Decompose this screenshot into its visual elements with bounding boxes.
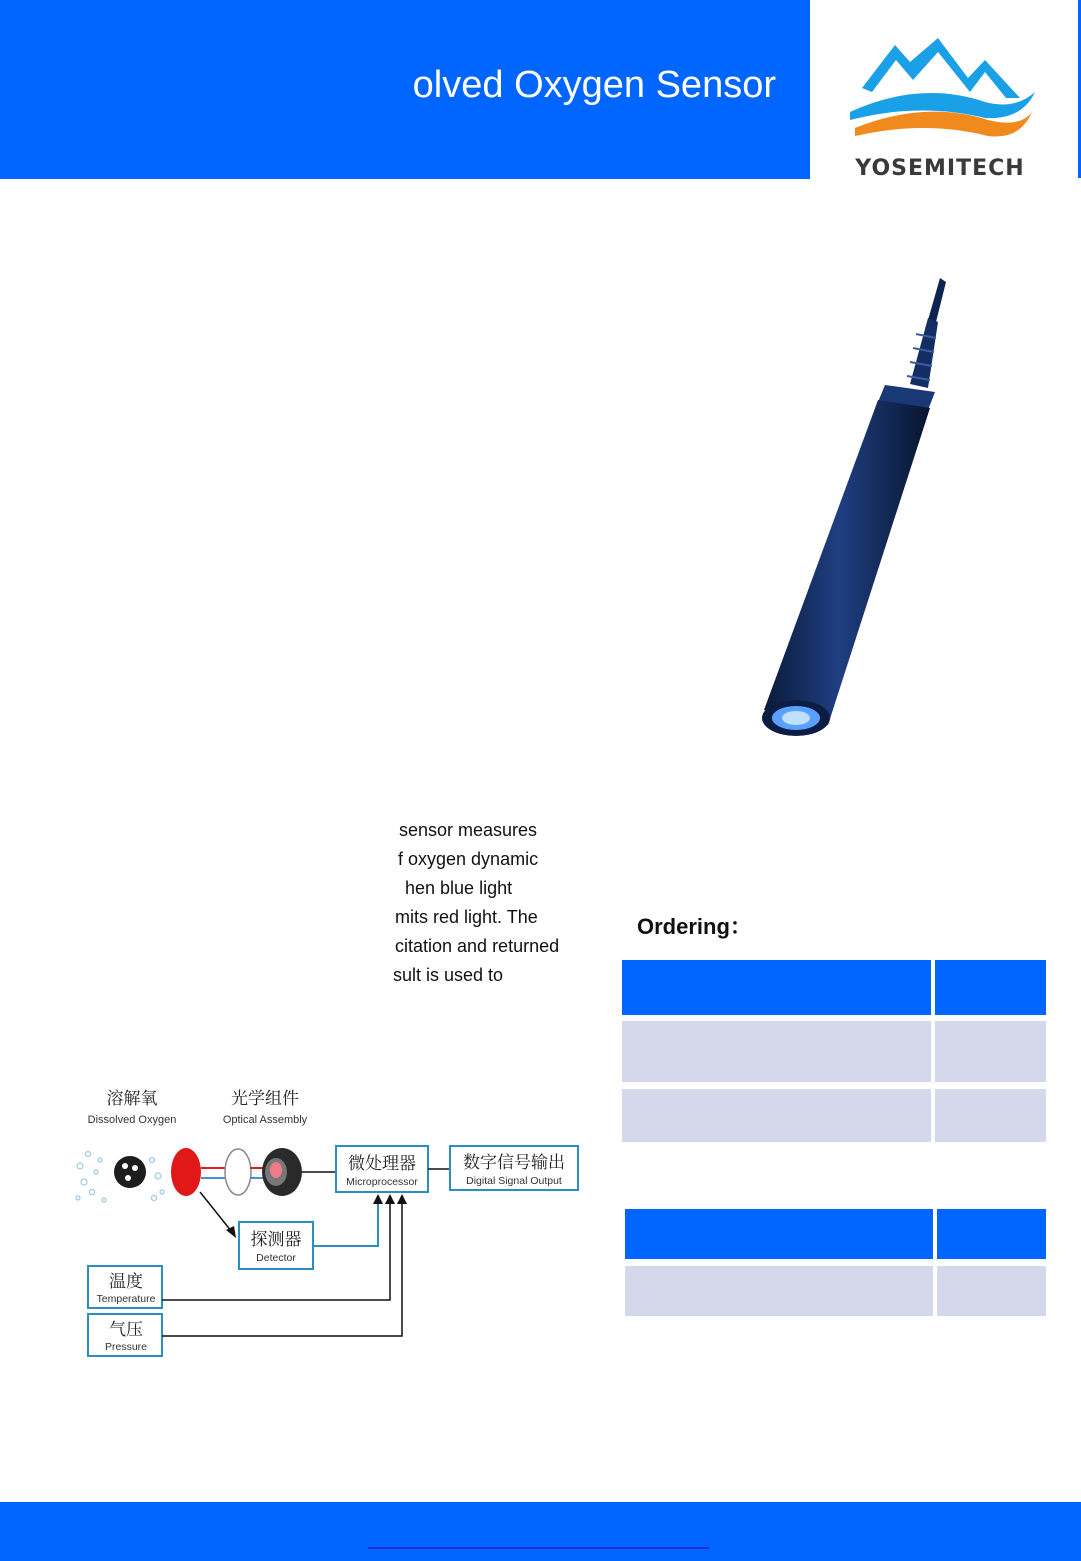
page-title: olved Oxygen Sensor <box>412 64 776 106</box>
table-header-cell <box>935 960 1046 1015</box>
table-cell <box>625 1266 933 1316</box>
description-line: hen blue light <box>405 878 513 898</box>
table-cell <box>622 1089 931 1142</box>
lens-icon <box>225 1149 251 1195</box>
header-band <box>0 0 810 179</box>
pressure-label-cn: 气压 <box>109 1320 143 1340</box>
table-cell <box>937 1266 1046 1316</box>
table-cell <box>622 1021 931 1082</box>
table-header-cell <box>625 1209 933 1259</box>
red-fluorescent-layer-icon <box>171 1148 201 1196</box>
description-line: f oxygen dynamic <box>398 849 539 869</box>
temperature-label-en: Temperature <box>96 1293 156 1305</box>
table-cell <box>935 1021 1046 1082</box>
footer-link-underline[interactable] <box>368 1547 709 1549</box>
membrane-disk-icon <box>114 1156 146 1188</box>
principle-diagram <box>70 1080 590 1380</box>
temperature-label-cn: 温度 <box>109 1272 143 1292</box>
mountain-wave-logo-icon <box>810 0 1081 160</box>
description-line: sensor measures <box>399 820 538 840</box>
brand-name: YOSEMITECH <box>855 156 1025 181</box>
pressure-label-en: Pressure <box>104 1341 148 1353</box>
ordering-heading: Ordering： <box>637 914 752 939</box>
digital-output-label-en: Digital Signal Output <box>466 1175 562 1187</box>
digital-output-label-cn: 数字信号输出 <box>463 1153 565 1173</box>
dissolved-oxygen-label-cn: 溶解氧 <box>106 1089 158 1109</box>
microprocessor-label-cn: 微处理器 <box>348 1154 416 1174</box>
table-header-cell <box>937 1209 1046 1259</box>
table-cell <box>935 1089 1046 1142</box>
table-header-cell <box>622 960 931 1015</box>
detector-label-en: Detector <box>256 1252 296 1264</box>
optical-assembly-label-en: Optical Assembly <box>222 1114 308 1126</box>
detector-label-cn: 探测器 <box>250 1230 302 1250</box>
footer-band <box>0 1502 1081 1561</box>
description-line: mits red light. The <box>395 907 538 927</box>
optical-assembly-label-cn: 光学组件 <box>231 1089 299 1109</box>
description-line: citation and returned <box>395 936 560 956</box>
description-line: sult is used to <box>393 965 504 985</box>
sensor-product-image <box>740 270 970 750</box>
dissolved-oxygen-label-en: Dissolved Oxygen <box>87 1114 177 1126</box>
microprocessor-label-en: Microprocessor <box>346 1176 418 1188</box>
